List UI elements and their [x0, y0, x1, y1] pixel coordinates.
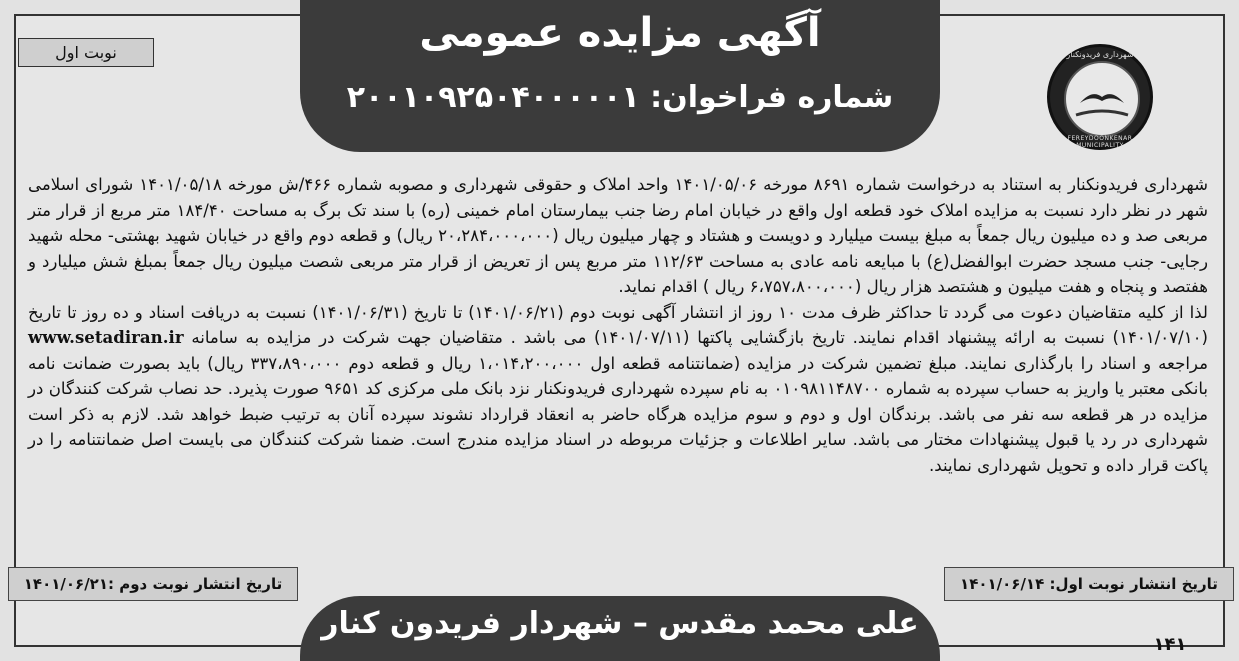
- mayor-signature: علی محمد مقدس – شهردار فریدون کنار: [321, 606, 919, 641]
- page-number: ۱۴۱: [1153, 634, 1187, 655]
- ad-body: [28, 172, 1208, 478]
- body-paragraph-2-end: مراجعه و اسناد را بارگذاری نمایند. مبلغ تضمین شرکت در مزایده (ضمانتنامه قطعه اول ۱،۰۱۴،۲۰۰،۰۰۰ ریال و قطعه دوم ۳۳۷،۸۹۰،۰۰۰ ریال) باید بصورت ضمانت نامه بانکی معتبر یا واریز به حساب سپرده به شماره ۰۱۰۹۸۱۱۴۸۷۰۰ به نام سپرده شهرداری فریدونکنار نزد بانک ملی مرکزی کد ۹۶۵۱ صورت پذیرد. حد نصاب شرکت کنندگان در مزایده در هر قطعه سه نفر می باشد. برندگان اول و دوم و سوم مزایده هرگاه حاضر به انعقاد قرارداد نشوند سپرده آنان به ترتیب ضبط خواهد شد. لازم به ذکر است شهرداری در رد یا قبول پیشنهادات مختار می باشد. سایر اطلاعات و جزئیات مربوطه در اسناد مزایده مندرج است. ضمنا شرکت کنندگان می بایست اصل ضمانتنامه را در پاکت قرار داده و تحویل شهرداری نمایند.: [28, 353, 1208, 475]
- website-link[interactable]: www.setadiran.ir: [28, 327, 184, 347]
- call-number: شماره فراخوان: ۲۰۰۱۰۹۲۵۰۴۰۰۰۰۰۱: [346, 80, 894, 115]
- ad-title: آگهی مزایده عمومی: [419, 10, 821, 56]
- logo-text-english: FEREYDOONKENAR MUNICIPALITY: [1067, 135, 1133, 149]
- bird-logo-icon: [1064, 61, 1140, 137]
- first-publication-date: تاریخ انتشار نوبت اول: ۱۴۰۱/۰۶/۱۴: [944, 567, 1234, 601]
- turn-badge: نوبت اول: [18, 38, 154, 67]
- body-paragraph-1: شهرداری فریدونکنار به استناد به درخواست شماره ۸۶۹۱ مورخه ۱۴۰۱/۰۵/۰۶ واحد املاک و حقوقی شهرداری و مصوبه شماره ۴۶۶/ش مورخه ۱۴۰۱/۰۵/۱۸ شورای اسلامی شهر در نظر دارد نسبت به مزایده املاک خود قطعه اول واقع در خیابان امام رضا جنب بیمارستان امام خمینی (ره) با سند تک برگ به مساحت ۱۸۴/۴۰ متر مربع از قرار متر مربعی صد و ده میلیون ریال جمعاً به مبلغ بیست میلیارد و دویست و هشتاد و چهار میلیون ریال (۲۰،۲۸۴،۰۰۰،۰۰۰ ریال) و قطعه دوم واقع در خیابان شهید بهشتی- محله شهید رجایی- جنب مسجد حضرت ابوالفضل(ع) با مبایعه نامه عادی به مساحت ۱۱۲/۶۳ متر مربع پس از تعریض از قرار متر مربعی شصت میلیون ریال جمعاً بمبلغ شش میلیارد و هفتصد و پنجاه و هفت میلیون و هشتصد هزار ریال (۶،۷۵۷،۸۰۰،۰۰۰ ریال ) اقدام نماید.: [28, 175, 1209, 296]
- body-paragraph-2: [28, 300, 1208, 479]
- second-publication-date: تاریخ انتشار نوبت دوم :۱۴۰۱/۰۶/۲۱: [8, 567, 298, 601]
- body-paragraph-2-start: لذا از کلیه متقاضیان دعوت می گردد تا حداکثر ظرف مدت ۱۰ روز از انتشار آگهی نوبت دوم (۱۴۰۱/۰۶/۲۱) تا تاریخ (۱۴۰۱/۰۶/۳۱) نسبت به دریافت اسناد و ده روز تا تاریخ (۱۴۰۱/۰۷/۱۰) نسبت به ارائه پیشنهاد اقدام نمایند. تاریخ بازگشایی پاکتها (۱۴۰۱/۰۷/۱۱) می باشد . متقاضیان جهت شرکت در مزایده به سامانه: [28, 302, 1208, 347]
- logo-text-persian: شهرداری فریدونکنار: [1066, 50, 1134, 59]
- municipality-logo: [1047, 44, 1153, 150]
